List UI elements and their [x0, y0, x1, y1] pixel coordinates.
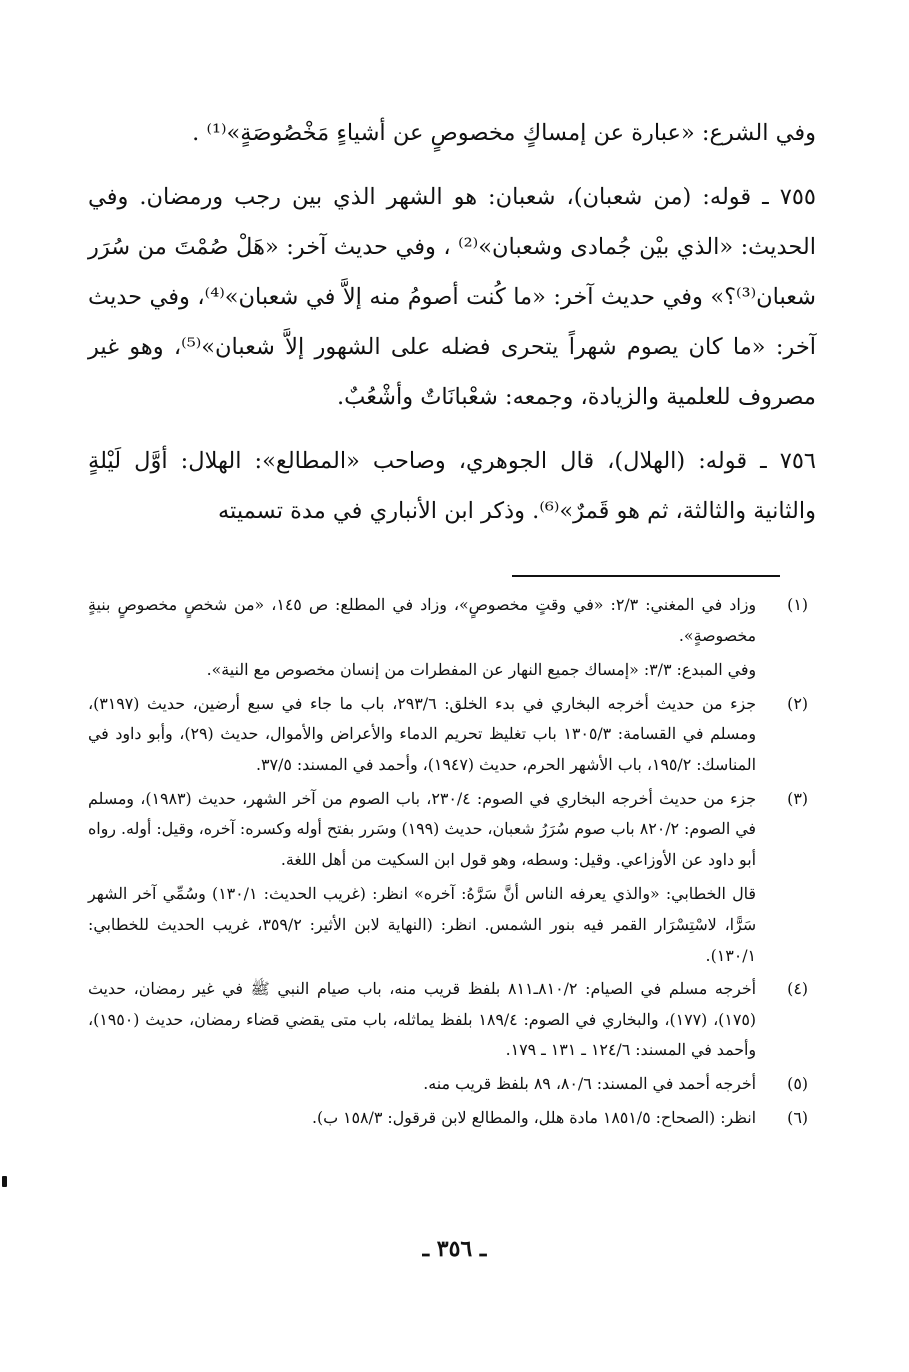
paragraph-756-hilal: ٧٥٦ ـ قوله: (الهلال)، قال الجوهري، وصاحب «المطالع»: الهلال: أوَّل لَيْلةٍ والثانية والثالثة، ثم هو قَمرٌ»⁽⁶⁾. وذكر ابن الأنباري في مدة تسميته [88, 448, 816, 524]
footnote-text: وزاد في المغني: ٢/٣: «في وقتٍ مخصوصٍ»، وزاد في المطلع: ص ١٤٥، «من شخصٍ مخصوصٍ بنيةٍ مخصوصةٍ». [88, 595, 756, 645]
paragraph-shar: وفي الشرع: «عبارة عن إمساكٍ مخصوصٍ عن أشياءٍ مَخْصُوصَةٍ»⁽¹⁾ . [192, 120, 816, 146]
footnote-separator [512, 575, 780, 577]
footnote-extra-text: قال الخطابي: «والذي يعرفه الناس أنَّ سَرَّهُ: آخره» انظر: (غريب الحديث: ١٣٠/١) وسُمِّي آخر الشهر سَرًّا، لاسْتِسْرَار القمر فيه بنور الشمس. انظر: (النهاية لابن الأثير: ٣٥٩/٢، غريب الحديث للخطابي: ١٣٠/١). [88, 884, 757, 965]
footnote-text: أخرجه مسلم في الصيام: ٨١٠/٢ـ٨١١ بلفظ قريب منه، باب صيام النبي ﷺ في غير رمضان، حديث (١٧٥)، (١٧٧)، والبخاري في الصوم: ١٨٩/٤ بلفظ يماثله، باب متى يقضي قضاء رمضان، حديث (١٩٥٠)، وأحمد في المسند: ١٢٤/٦ ـ ١٣١ ـ ١٧٩. [88, 979, 756, 1060]
footnote-number: (٢) [787, 693, 808, 713]
footnote-5 [88, 1069, 808, 1100]
footnote-number: (١) [787, 595, 808, 614]
footnote-6 [88, 1103, 808, 1134]
footnote-2 [88, 689, 808, 781]
footnotes [88, 590, 808, 1136]
footnote-text: جزء من حديث أخرجه البخاري في بدء الخلق: ٢٩٣/٦، باب ما جاء في سبع أرضين، حديث (٣١٩٧)، ومسلم في القسامة: ١٣٠٥/٣ باب تغليظ تحريم الدماء والأعراض والأموال، حديث (٢٩)، وأبو داود في المناسك: ١٩٥/٢، باب الأشهر الحرم، حديث (١٩٤٧)، وأحمد في المسند: ٣٧/٥. [88, 693, 757, 774]
footnote-number: (٥) [787, 1073, 808, 1093]
footnote-text: جزء من حديث أخرجه البخاري في الصوم: ٢٣٠/٤، باب الصوم من آخر الشهر، حديث (١٩٨٣)، ومسلم في الصوم: ٨٢٠/٢ باب صوم سُرَرُ شعبان، حديث (١٩٩) وسَرر بفتح أوله وكسره: آخره، وقيل: أوله. رواه أبو داود عن الأوزاعي. وقيل: وسطه، وهو قول ابن السكيت من أهل اللغة. [88, 788, 756, 869]
footnote-text: انظر: (الصحاح: ١٨٥١/٥ مادة هلل، والمطالع لابن قرقول: ١٥٨/٣ ب). [311, 1107, 756, 1127]
footnote-number: (٣) [787, 788, 808, 808]
footnote-extra-text: وفي المبدع: ٣/٣: «إمساك جميع النهار عن المفطرات من إنسان مخصوص مع النية». [206, 660, 756, 680]
footnote-1 [88, 590, 808, 686]
scan-edge-mark [2, 1176, 7, 1187]
footnote-4 [88, 974, 808, 1066]
footnote-text: أخرجه أحمد في المسند: ٨٠/٦، ٨٩ بلفظ قريب منه. [423, 1073, 756, 1093]
main-text [88, 108, 816, 546]
page-number: ـ ٣٥٦ ـ [422, 1236, 487, 1262]
footnote-number: (٤) [787, 979, 808, 999]
footnote-number: (٦) [787, 1107, 808, 1127]
paragraph-755-shaaban: ٧٥٥ ـ قوله: (من شعبان)، شعبان: هو الشهر الذي بين رجب ورمضان. وفي الحديث: «الذي بيْن جُمادى وشعبان»⁽²⁾ ، وفي حديث آخر: «هَلْ صُمْتَ من سُرَر شعبان⁽³⁾؟» وفي حديث آخر: «ما كُنت أصومُ منه إلاَّ في شعبان»⁽⁴⁾، وفي حديث آخر: «ما كان يصوم شهراً يتحرى فضله على الشهور إلاَّ شعبان»⁽⁵⁾، وهو غير مصروف للعلمية والزيادة، وجمعه: شعْبانَاتٌ وأشْعُبٌ. [88, 184, 817, 410]
footnote-3 [88, 784, 808, 972]
